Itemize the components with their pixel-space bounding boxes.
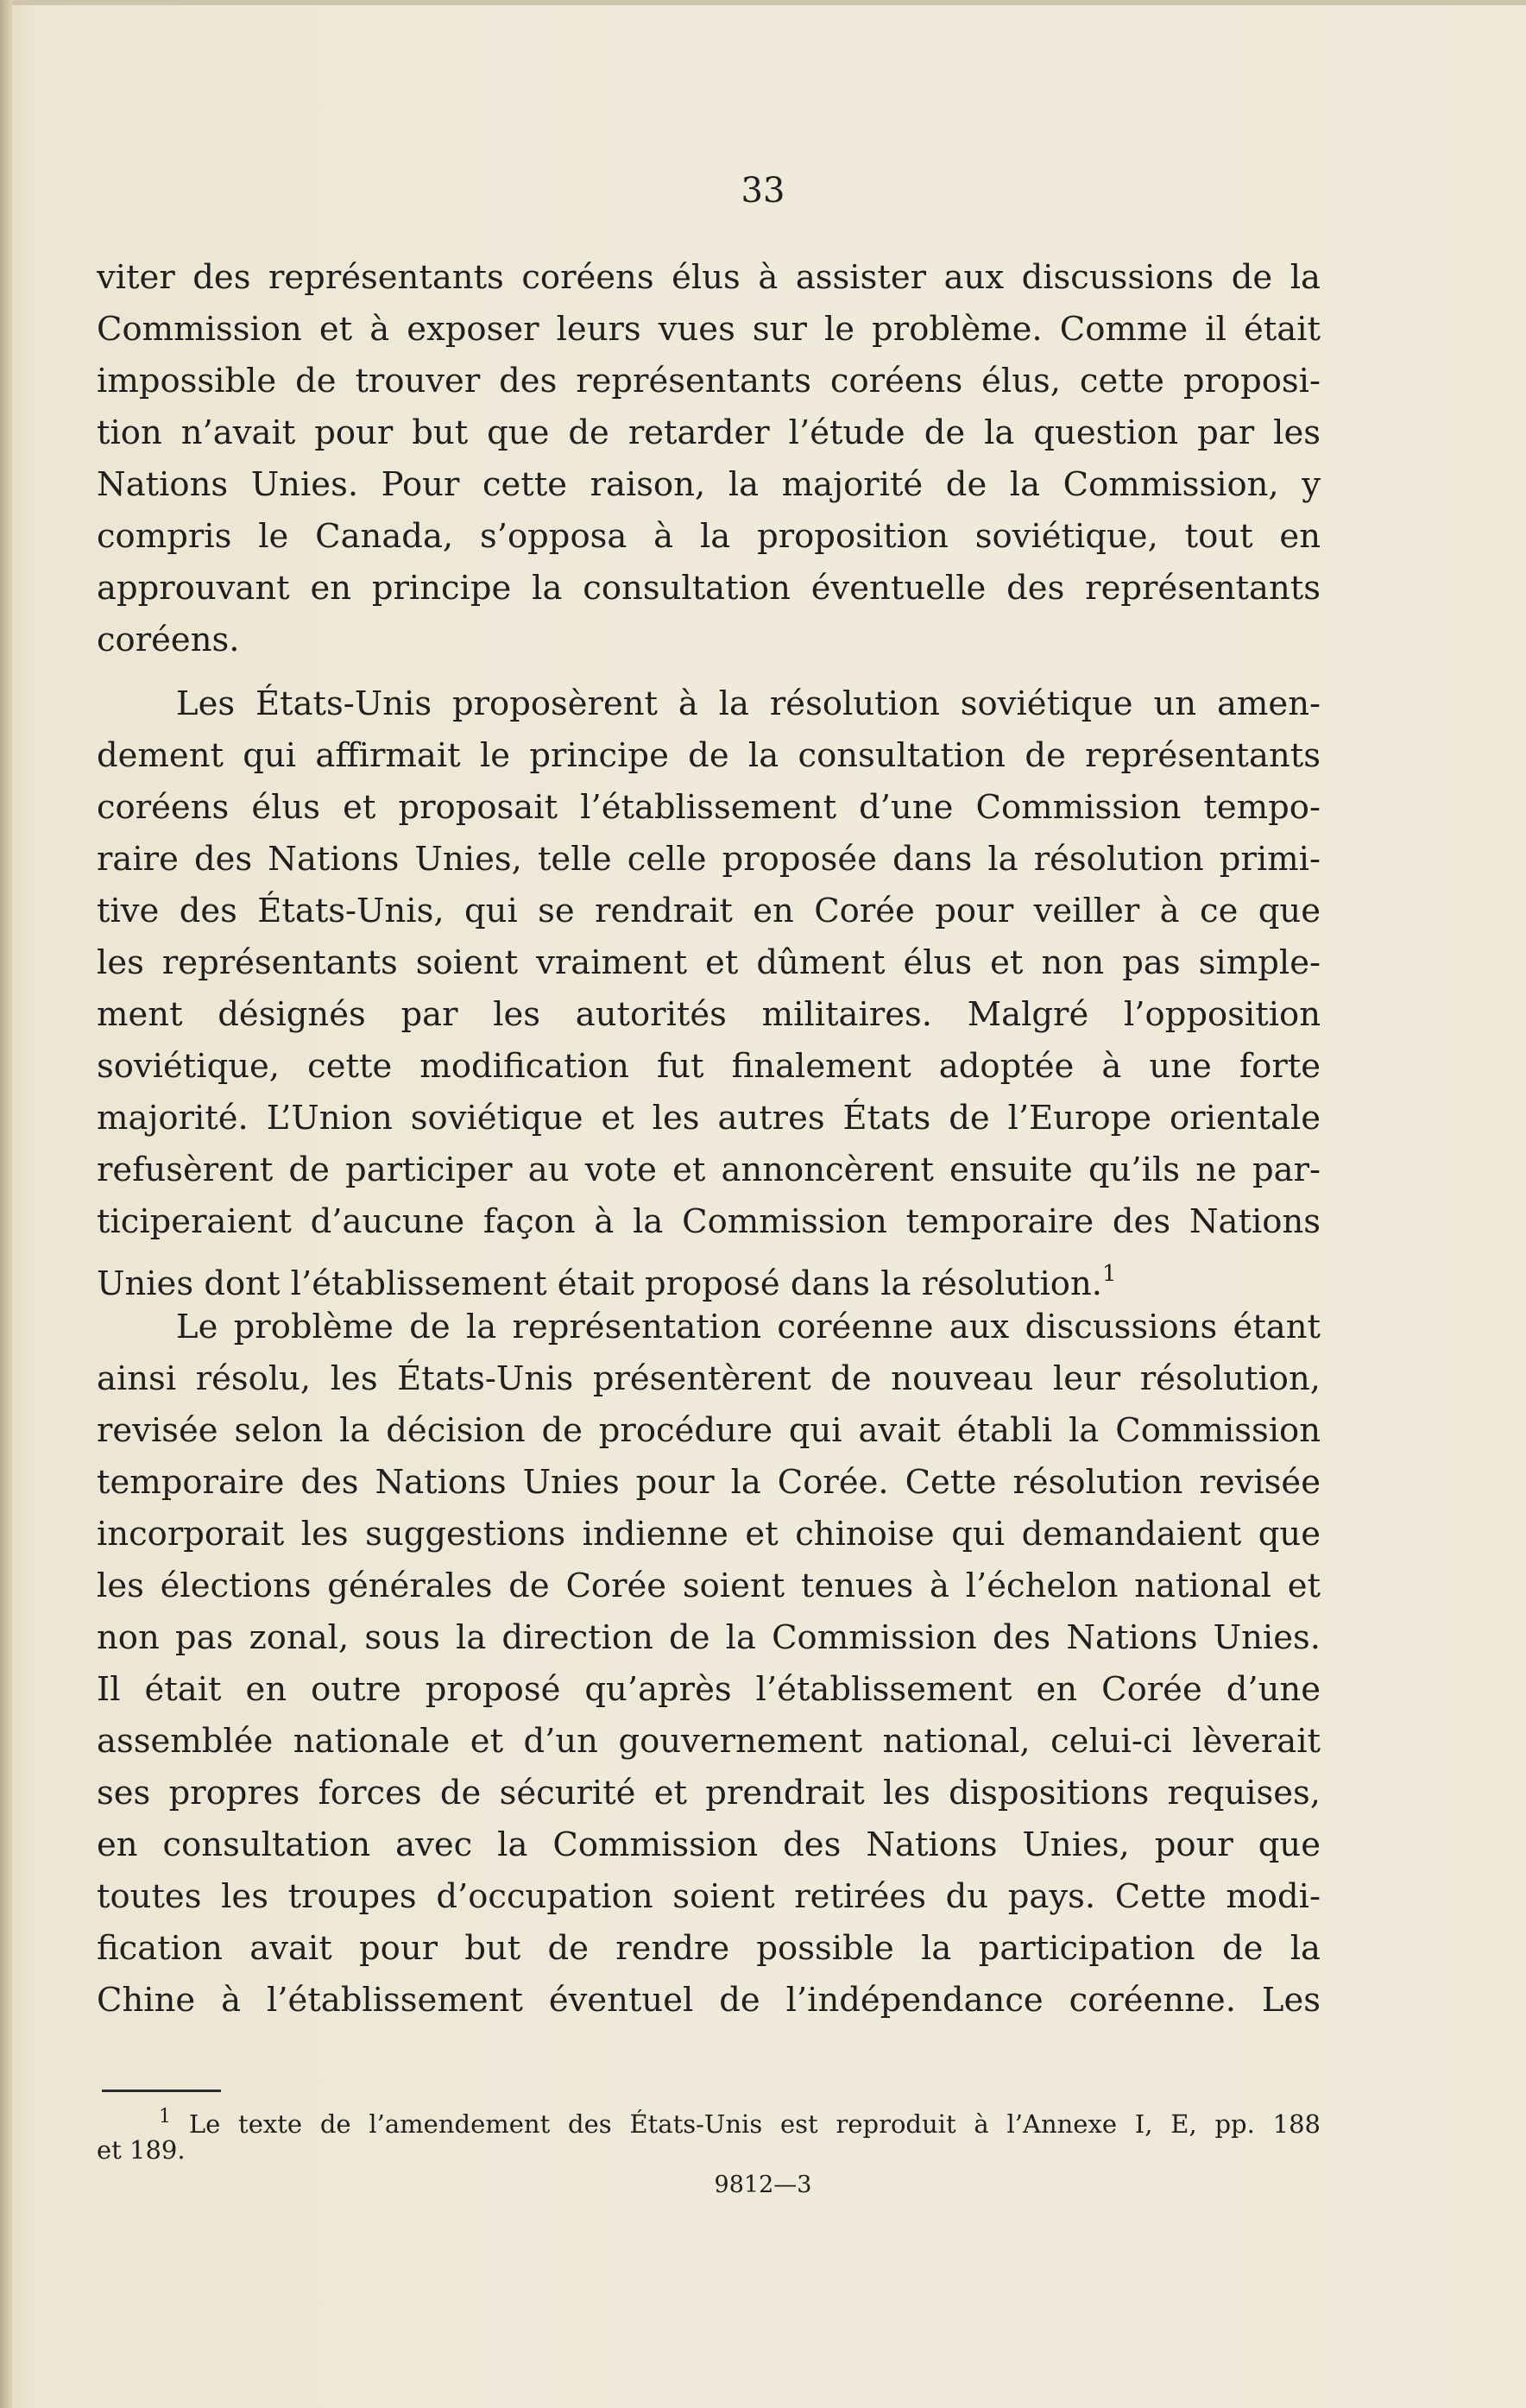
text-line: impossible de trouver des représentants coréens élus, cette proposi- bbox=[97, 362, 1321, 400]
text-line: viter des représentants coréens élus à assister aux discussions de la bbox=[97, 258, 1321, 297]
text-line: ainsi résolu, les États-Unis présentèrent de nouveau leur résolution, bbox=[97, 1359, 1321, 1398]
text-line: Les États-Unis proposèrent à la résolution soviétique un amen- bbox=[176, 684, 1321, 723]
text-line: coréens. bbox=[97, 621, 240, 659]
paragraph-2 bbox=[97, 678, 1321, 1303]
text-line: assemblée nationale et d’un gouvernement national, celui-ci lèverait bbox=[97, 1722, 1321, 1761]
page-binding-edge bbox=[0, 0, 12, 2408]
paragraph-1 bbox=[97, 252, 1321, 666]
paragraph-3 bbox=[97, 1302, 1321, 2027]
text-line: tive des États-Unis, qui se rendrait en Corée pour veiller à ce que bbox=[97, 892, 1321, 930]
text-line: ses propres forces de sécurité et prendrait les dispositions requises, bbox=[97, 1774, 1321, 1812]
text-line: Nations Unies. Pour cette raison, la majorité de la Commission, y bbox=[97, 465, 1321, 504]
footnote-line bbox=[97, 2101, 1321, 2139]
text-line: Unies dont l’établissement était proposé dans la résolution. bbox=[97, 1264, 1102, 1303]
text-line: Chine à l’établissement éventuel de l’indépendance coréenne. Les bbox=[97, 1981, 1321, 2020]
text-line: en consultation avec la Commission des Nations Unies, pour que bbox=[97, 1825, 1321, 1864]
page-number: 33 bbox=[741, 171, 785, 211]
text-line: compris le Canada, s’opposa à la proposition soviétique, tout en bbox=[97, 517, 1321, 556]
text-line: raire des Nations Unies, telle celle proposée dans la résolution primi- bbox=[97, 840, 1321, 879]
text-line: non pas zonal, sous la direction de la Commission des Nations Unies. bbox=[97, 1618, 1321, 1657]
text-line: dement qui affirmait le principe de la consultation de représentants bbox=[97, 736, 1321, 775]
footnote-marker: 1 bbox=[159, 2106, 171, 2127]
text-line: coréens élus et proposait l’établissement d’une Commission tempo- bbox=[97, 788, 1321, 827]
text-line: Commission et à exposer leurs vues sur le problème. Comme il était bbox=[97, 310, 1321, 349]
text-line: incorporait les suggestions indienne et chinoise qui demandaient que bbox=[97, 1515, 1321, 1554]
text-line: les représentants soient vraiment et dûment élus et non pas simple- bbox=[97, 943, 1321, 982]
footnote-line: et 189. bbox=[97, 2135, 186, 2165]
text-line-with-footnote bbox=[97, 1248, 1321, 1303]
footnote-reference: 1 bbox=[1101, 1261, 1117, 1287]
text-line: majorité. L’Union soviétique et les autres États de l’Europe orientale bbox=[97, 1099, 1321, 1138]
text-line: toutes les troupes d’occupation soient retirées du pays. Cette modi- bbox=[97, 1877, 1321, 1916]
text-line: ticiperaient d’aucune façon à la Commission temporaire des Nations bbox=[97, 1202, 1321, 1241]
text-line: les élections générales de Corée soient tenues à l’échelon national et bbox=[97, 1566, 1321, 1605]
text-line: ment désignés par les autorités militaires. Malgré l’opposition bbox=[97, 995, 1321, 1034]
footnote-text: Le texte de l’amendement des États-Unis est reproduit à l’Annexe I, E, pp. 188 bbox=[188, 2109, 1321, 2139]
text-line: soviétique, cette modification fut finalement adoptée à une forte bbox=[97, 1047, 1321, 1086]
print-signature: 9812—3 bbox=[714, 2172, 812, 2198]
footnote-divider bbox=[102, 2090, 221, 2092]
page-top-edge bbox=[0, 0, 1526, 5]
text-line: Il était en outre proposé qu’après l’établissement en Corée d’une bbox=[97, 1670, 1321, 1709]
text-line: Le problème de la représentation coréenne aux discussions étant bbox=[176, 1308, 1321, 1346]
footnote bbox=[97, 2101, 1321, 2166]
text-line: fication avait pour but de rendre possible la participation de la bbox=[97, 1929, 1321, 1968]
text-line: tion n’avait pour but que de retarder l’étude de la question par les bbox=[97, 413, 1321, 452]
text-line: temporaire des Nations Unies pour la Corée. Cette résolution revisée bbox=[97, 1463, 1321, 1502]
text-line: approuvant en principe la consultation éventuelle des représentants bbox=[97, 569, 1321, 608]
text-line: refusèrent de participer au vote et annoncèrent ensuite qu’ils ne par- bbox=[97, 1150, 1321, 1189]
text-line: revisée selon la décision de procédure qui avait établi la Commission bbox=[97, 1411, 1321, 1450]
